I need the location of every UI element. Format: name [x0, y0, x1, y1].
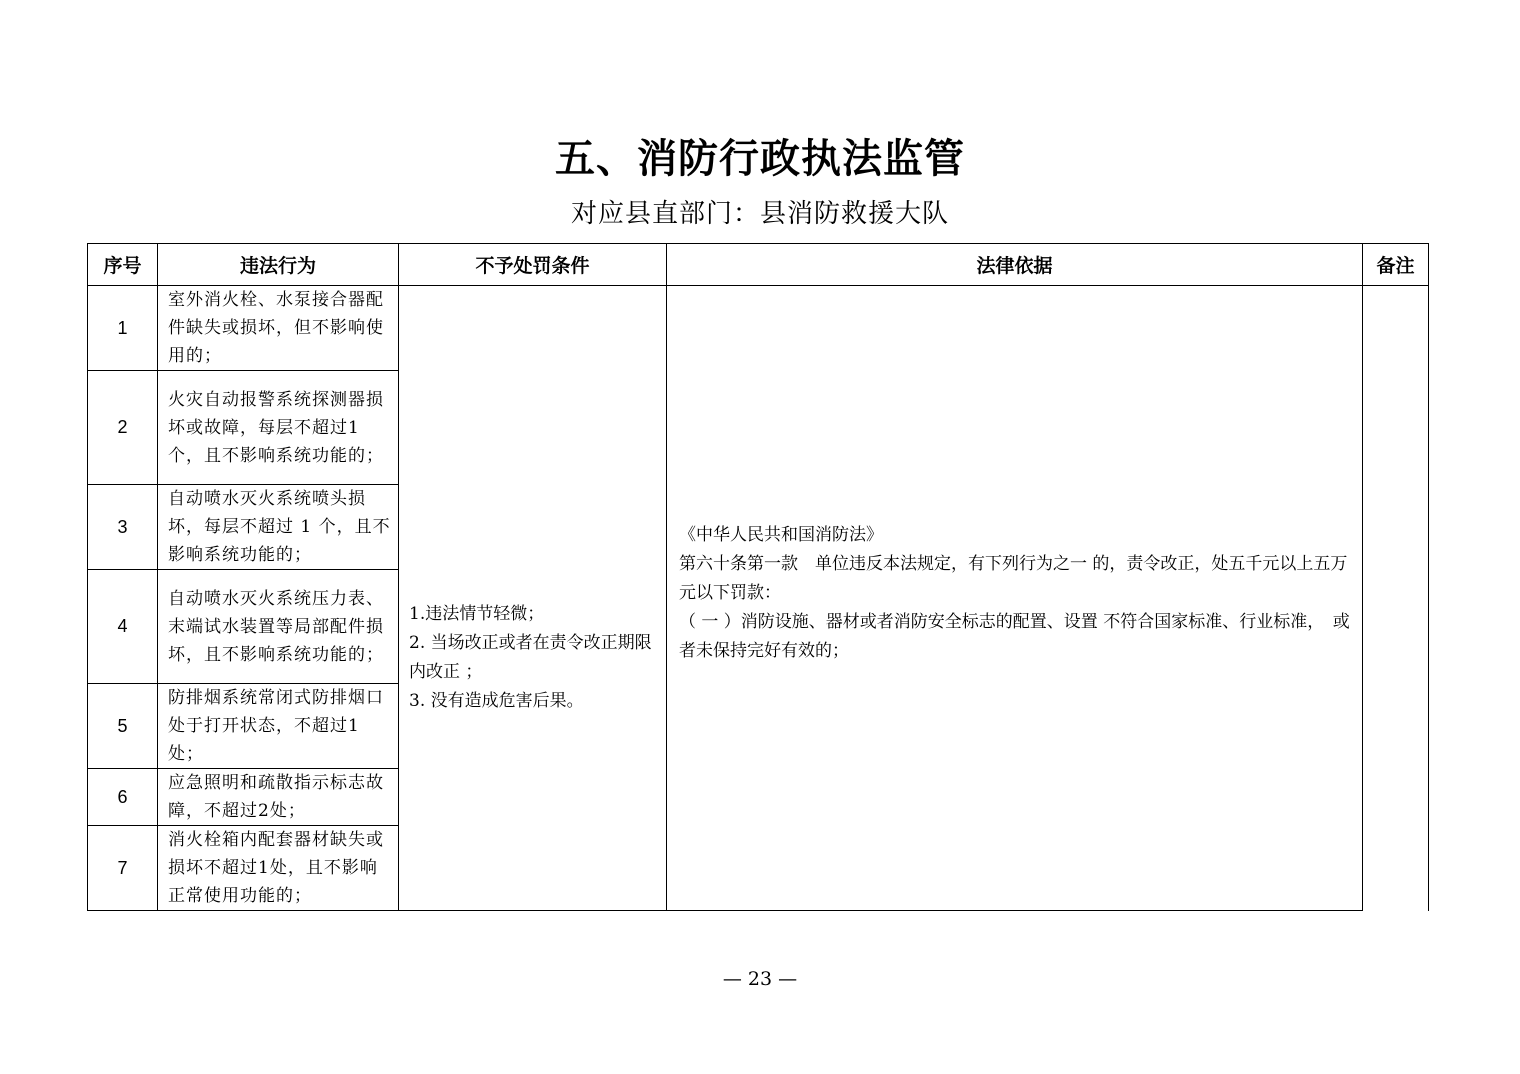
row-number: 1	[88, 286, 158, 371]
row-number: 3	[88, 485, 158, 570]
violation-cell: 自动喷水灭火系统喷头损坏，每层不超过 1 个，且不影响系统功能的；	[158, 485, 399, 570]
page-number: — 23 —	[722, 968, 798, 990]
remarks-cell	[1363, 286, 1429, 911]
violation-cell: 消火栓箱内配套器材缺失或损坏不超过1处，且不影响正常使用功能的；	[158, 826, 399, 911]
violation-cell: 自动喷水灭火系统压力表、末端试水装置等局部配件损坏，且不影响系统功能的；	[158, 570, 399, 684]
violation-cell: 室外消火栓、水泵接合器配 件缺失或损坏，但不影响使用的；	[158, 286, 399, 371]
legal-basis-line: 第六十条第一款 单位违反本法规定，有下列行为之一 的，责令改正，处五千元以上五万元以下罚款：	[679, 553, 1348, 603]
header-no: 序号	[88, 244, 158, 286]
legal-basis-cell	[667, 286, 1363, 911]
condition-cell	[399, 286, 667, 911]
page-title: 五、消防行政执法监管	[555, 136, 965, 182]
row-number: 6	[88, 769, 158, 826]
department-subtitle: 对应县直部门：县消防救援大队	[570, 199, 949, 229]
condition-line: 3. 没有造成危害后果。	[409, 691, 584, 711]
header-violation: 违法行为	[158, 244, 399, 286]
table-header-row	[88, 244, 1429, 286]
enforcement-table	[87, 243, 1429, 911]
condition-line: 1.违法情节轻微；	[409, 604, 545, 624]
row-number: 4	[88, 570, 158, 684]
violation-cell: 火灾自动报警系统探测器损坏或故障，每层不超过1个，且不影响系统功能的；	[158, 371, 399, 485]
legal-basis-line: （ 一 ）消防设施、器材或者消防安全标志的配置、设置 不符合国家标准、行业标准， 或者未保持完好有效的；	[679, 611, 1350, 661]
header-condition: 不予处罚条件	[399, 244, 667, 286]
header-remarks: 备注	[1363, 244, 1429, 286]
condition-line: 2. 当场改正或者在责令改正期限内改正 ；	[409, 633, 652, 682]
row-number: 2	[88, 371, 158, 485]
violation-cell: 应急照明和疏散指示标志故障，不超过2处；	[158, 769, 399, 826]
violation-cell: 防排烟系统常闭式防排烟口处于打开状态，不超过1处；	[158, 684, 399, 769]
header-legal-basis: 法律依据	[667, 244, 1363, 286]
row-number: 5	[88, 684, 158, 769]
legal-basis-line: 《中华人民共和国消防法》	[679, 524, 883, 545]
table-row	[88, 286, 1429, 371]
row-number: 7	[88, 826, 158, 911]
